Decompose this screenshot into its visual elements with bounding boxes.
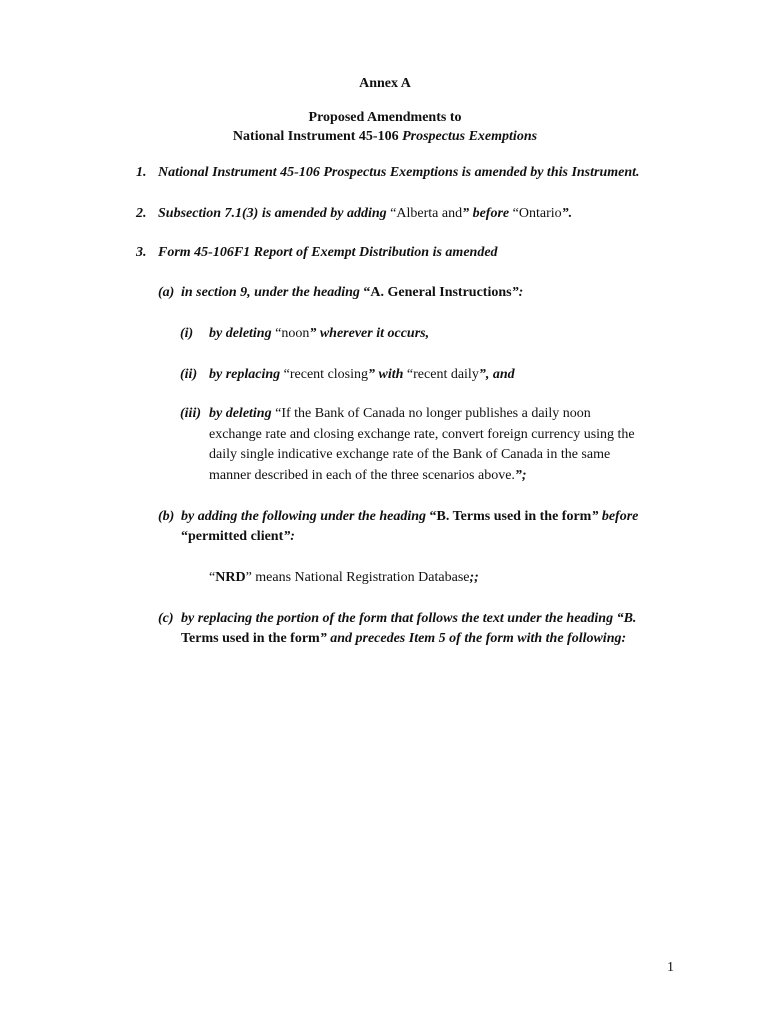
page-number: 1 xyxy=(667,960,674,975)
nrd-definition: “NRD” means National Registration Database;; xyxy=(209,570,479,585)
sub-a-ii xyxy=(180,365,515,385)
sub-a-text: in section 9, under the heading “A. General Instructions”: xyxy=(181,285,524,300)
sub-b-line2: “permitted client”: xyxy=(181,529,295,544)
item-3 xyxy=(136,243,498,263)
sub-a-label: (a) xyxy=(158,285,175,300)
sub-a-iii-line2: exchange rate and closing exchange rate, convert foreign currency using the xyxy=(209,427,635,442)
sub-a-iii-label: (iii) xyxy=(180,406,201,421)
item-1-text: National Instrument 45-106 Prospectus Exemptions is amended by this Instrument. xyxy=(158,165,640,180)
item-1 xyxy=(136,163,640,183)
title-line-1: Proposed Amendments to xyxy=(308,110,462,125)
nrd-term: NRD xyxy=(215,570,246,585)
sub-b xyxy=(158,507,639,527)
sub-a-ii-text: by replacing “recent closing” with “recent daily”, and xyxy=(209,367,515,382)
sub-a-i-label: (i) xyxy=(180,326,194,341)
sub-a-iii xyxy=(180,404,591,424)
sub-b-label: (b) xyxy=(158,509,175,524)
sub-b-text: by adding the following under the heading “B. Terms used in the form” before xyxy=(181,509,639,524)
sub-a-iii-line4: manner described in each of the three scenarios above.”; xyxy=(209,468,527,483)
sub-a-iii-line3: daily single indicative exchange rate of the Bank of Canada in the same xyxy=(209,447,611,462)
sub-c-line2: Terms used in the form” and precedes Item 5 of the form with the following: xyxy=(181,631,627,646)
title-instrument: National Instrument 45-106 xyxy=(232,129,403,144)
sub-a-ii-label: (ii) xyxy=(180,367,198,382)
item-1-number: 1. xyxy=(136,165,147,180)
item-2 xyxy=(136,204,573,224)
annex-title: Annex A xyxy=(359,76,411,91)
sub-a-i-text: by deleting “noon” wherever it occurs, xyxy=(209,326,430,341)
item-3-text: Form 45-106F1 Report of Exempt Distribution is amended xyxy=(158,245,498,260)
title-instrument-name: Prospectus Exemptions xyxy=(402,129,538,144)
item-2-number: 2. xyxy=(136,206,147,221)
title-line-2 xyxy=(0,127,770,147)
sub-a-iii-line1: by deleting “If the Bank of Canada no longer publishes a daily noon xyxy=(209,406,591,421)
sub-a-i xyxy=(180,324,430,344)
sub-c xyxy=(158,609,637,629)
item-2-text: Subsection 7.1(3) is amended by adding “Alberta and” before “Ontario”. xyxy=(158,206,573,221)
item-3-number: 3. xyxy=(136,245,147,260)
sub-c-line1: by replacing the portion of the form that follows the text under the heading “B. xyxy=(181,611,637,626)
sub-c-label: (c) xyxy=(158,611,174,626)
sub-a xyxy=(158,283,524,303)
